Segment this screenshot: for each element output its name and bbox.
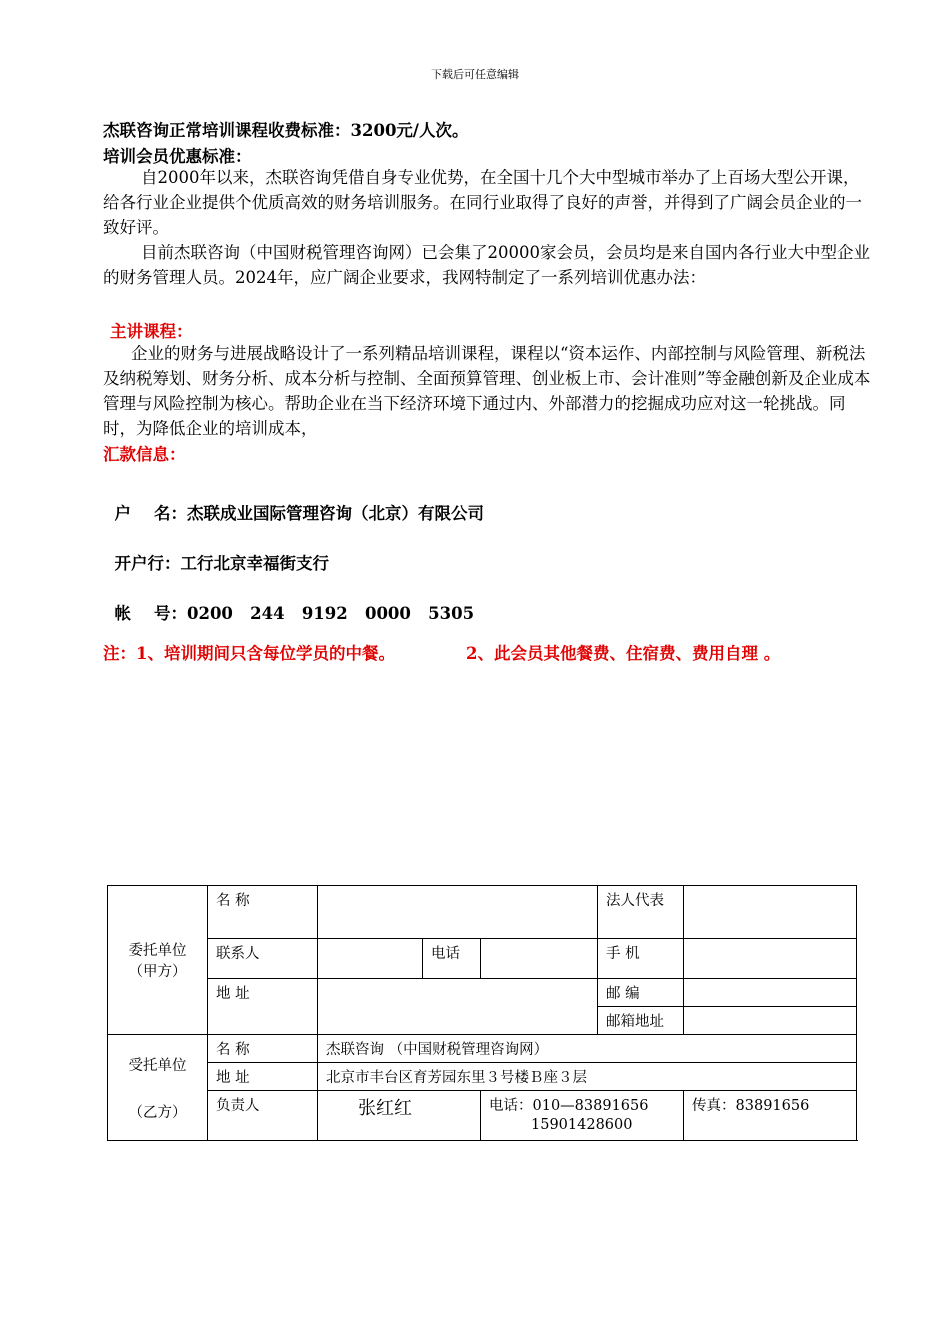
a-contact-field[interactable] — [318, 939, 423, 979]
download-note: 下载后可任意编辑 — [431, 68, 519, 81]
course-paragraph: 企业的财务与进展战略设计了一系列精品培训课程，课程以“资本运作、内部控制与风险管理、新税法及纳税筹划、财务分析、成本分析与控制、全面预算管理、创业板上市、会计准则”等金融创新及企业成本管理与风险控制为核心。帮助企业在当下经济环境下通过内、外部潜力的挖掘成功应对这一轮挑战。同时，为降低企业的培训成本， — [103, 344, 871, 438]
party-b-label — [108, 1035, 208, 1141]
a-postcode-label: 邮 编 — [598, 979, 684, 1007]
a-email-label: 邮箱地址 — [598, 1007, 684, 1035]
b-mobile-value: 15901428600 — [531, 1117, 633, 1133]
b-address-value: 北京市丰台区育芳园东里３号楼Ｂ座３层 — [318, 1063, 857, 1091]
a-legal-rep-label: 法人代表 — [598, 886, 684, 939]
bank-row — [103, 531, 329, 574]
a-postcode-field[interactable] — [684, 979, 857, 1007]
a-phone-label: 电话 — [423, 939, 481, 979]
bank-label: 开户行： — [114, 554, 181, 573]
note-expenses: 2、此会员其他餐费、住宿费、费用自理 。 — [466, 644, 781, 663]
a-name-field[interactable] — [318, 886, 598, 939]
a-contact-label: 联系人 — [208, 939, 318, 979]
a-name-label: 名 称 — [208, 886, 318, 939]
b-phone-cell — [481, 1091, 684, 1141]
account-name-label: 户 名： — [114, 504, 187, 523]
fee-standard-line: 杰联咨询正常培训课程收费标准：3200元/人次。 — [103, 121, 469, 140]
remit-heading: 汇款信息： — [103, 445, 186, 464]
a-address-field[interactable] — [318, 979, 598, 1035]
party-b-title: 受托单位 — [128, 1057, 187, 1074]
account-number-value: 0200 244 9192 0000 5305 — [186, 604, 475, 623]
member-heading: 培训会员优惠标准： — [103, 147, 252, 166]
party-b-subtitle: （乙方） — [128, 1104, 187, 1121]
b-address-label: 地 址 — [208, 1063, 318, 1091]
party-a-subtitle: （甲方） — [128, 964, 187, 980]
a-address-label: 地 址 — [208, 979, 318, 1035]
membership-paragraph: 目前杰联咨询（中国财税管理咨询网）已会集了20000家会员，会员均是来自国内各行业大中型企业的财务管理人员。2024年，应广阔企业要求，我网特制定了一系列培训优惠办法： — [103, 243, 870, 287]
account-name-value: 杰联成业国际管理咨询（北京）有限公司 — [186, 504, 484, 523]
course-heading: 主讲课程： — [110, 322, 193, 341]
account-number-row — [103, 581, 474, 624]
b-name-label: 名 称 — [208, 1035, 318, 1063]
party-a-title: 委托单位 — [128, 943, 187, 959]
intro-paragraph: 自2000年以来，杰联咨询凭借自身专业优势，在全国十几个大中型城市举办了上百场大型公开课，给各行业企业提供个优质高效的财务培训服务。在同行业取得了良好的声誉，并得到了广阔会员企业的一致好评。 — [103, 168, 862, 237]
a-legal-rep-field[interactable] — [684, 886, 857, 939]
b-phone-value: 电话：010—83891656 — [489, 1098, 649, 1114]
note-meals: 注：1、培训期间只含每位学员的中餐。 — [103, 644, 395, 663]
a-mobile-label: 手 机 — [598, 939, 684, 979]
party-a-label — [108, 886, 208, 1035]
b-name-value: 杰联咨询 （中国财税管理咨询网） — [318, 1035, 857, 1063]
account-number-label: 帐 号： — [114, 604, 187, 623]
b-person-label: 负责人 — [208, 1091, 318, 1141]
registration-form — [107, 885, 857, 1141]
a-email-field[interactable] — [684, 1007, 857, 1035]
a-mobile-field[interactable] — [684, 939, 857, 979]
account-name-row — [103, 481, 484, 524]
b-person-value: 张红红 — [318, 1091, 481, 1141]
b-fax-value: 传真：83891656 — [684, 1091, 857, 1141]
bank-value: 工行北京幸福街支行 — [180, 554, 329, 573]
a-phone-field[interactable] — [481, 939, 598, 979]
